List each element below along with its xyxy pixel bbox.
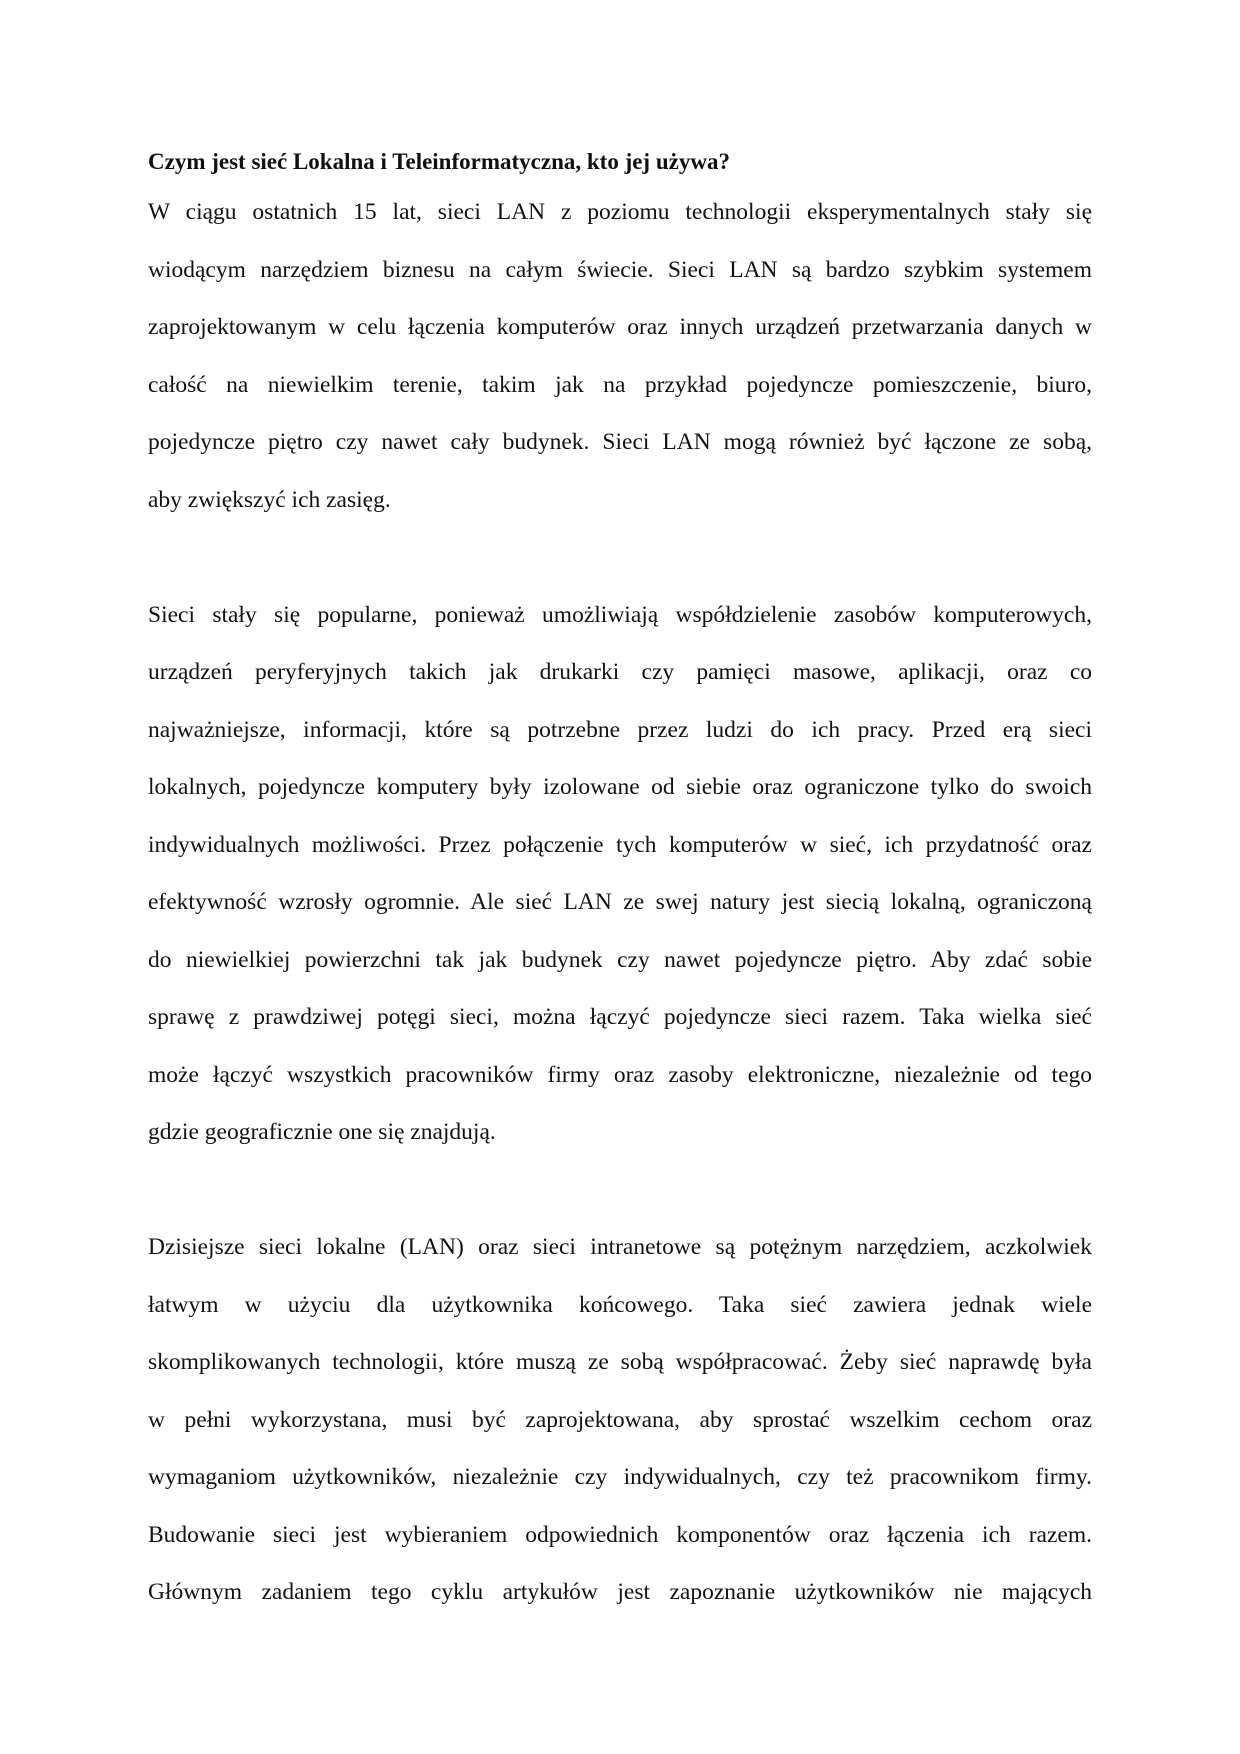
text-line: indywidualnych możliwości. Przez połączenie tych komputerów w sieć, ich przydatność oraz — [148, 831, 1092, 858]
paragraph-1 — [148, 184, 1092, 529]
text-line: najważniejsze, informacji, które są potrzebne przez ludzi do ich pracy. Przed erą sieci — [148, 716, 1092, 743]
text-line: gdzie geograficznie one się znajdują. — [148, 1119, 496, 1145]
text-line: może łączyć wszystkich pracowników firmy oraz zasoby elektroniczne, niezależnie od tego — [148, 1061, 1092, 1088]
text-line: W ciągu ostatnich 15 lat, sieci LAN z poziomu technologii eksperymentalnych stały się — [148, 199, 1092, 225]
text-line: Głównym zadaniem tego cyklu artykułów jest zapoznanie użytkowników nie mających — [148, 1579, 1092, 1605]
text-line: urządzeń peryferyjnych takich jak drukarki czy pamięci masowe, aplikacji, oraz co — [148, 659, 1092, 685]
text-line: pojedyncze piętro czy nawet cały budynek. Sieci LAN mogą również być łączone ze sobą, — [148, 429, 1092, 455]
paragraph-3 — [148, 1219, 1092, 1622]
text-line: wymaganiom użytkowników, niezależnie czy indywidualnych, czy też pracownikom firmy. — [148, 1464, 1092, 1490]
text-line: lokalnych, pojedyncze komputery były izolowane od siebie oraz ograniczone tylko do swoich — [148, 774, 1092, 800]
paragraph-2 — [148, 587, 1092, 1162]
text-line: Dzisiejsze sieci lokalne (LAN) oraz sieci intranetowe są potężnym narzędziem, aczkolwiek — [148, 1234, 1092, 1260]
text-line: sprawę z prawdziwej potęgi sieci, można łączyć pojedyncze sieci razem. Taka wielka sieć — [148, 1004, 1092, 1030]
text-line: Sieci stały się popularne, ponieważ umożliwiają współdzielenie zasobów komputerowych, — [148, 601, 1092, 628]
text-line: Budowanie sieci jest wybieraniem odpowiednich komponentów oraz łączenia ich razem. — [148, 1521, 1092, 1548]
text-line: skomplikowanych technologii, które muszą ze sobą współpracować. Żeby sieć naprawdę była — [148, 1349, 1092, 1375]
text-line: efektywność wzrosły ogromnie. Ale sieć LAN ze swej natury jest siecią lokalną, ograniczoną — [148, 889, 1092, 915]
text-line: całość na niewielkim terenie, takim jak na przykład pojedyncze pomieszczenie, biuro, — [148, 371, 1092, 398]
text-line: do niewielkiej powierzchni tak jak budynek czy nawet pojedyncze piętro. Aby zdać sobie — [148, 946, 1092, 973]
paragraph-gap — [148, 1162, 1092, 1220]
paragraph-gap — [148, 529, 1092, 587]
text-line: wiodącym narzędziem biznesu na całym świecie. Sieci LAN są bardzo szybkim systemem — [148, 256, 1092, 283]
document-title: Czym jest sieć Lokalna i Teleinformatyczna, kto jej używa? — [148, 149, 730, 174]
text-line: aby zwiększyć ich zasięg. — [148, 486, 391, 513]
text-line: w pełni wykorzystana, musi być zaprojektowana, aby sprostać wszelkim cechom oraz — [148, 1406, 1092, 1433]
text-line: zaprojektowanym w celu łączenia komputerów oraz innych urządzeń przetwarzania danych w — [148, 314, 1092, 340]
document-body — [148, 140, 1092, 1622]
text-line: łatwym w użyciu dla użytkownika końcowego. Taka sieć zawiera jednak wiele — [148, 1291, 1092, 1318]
